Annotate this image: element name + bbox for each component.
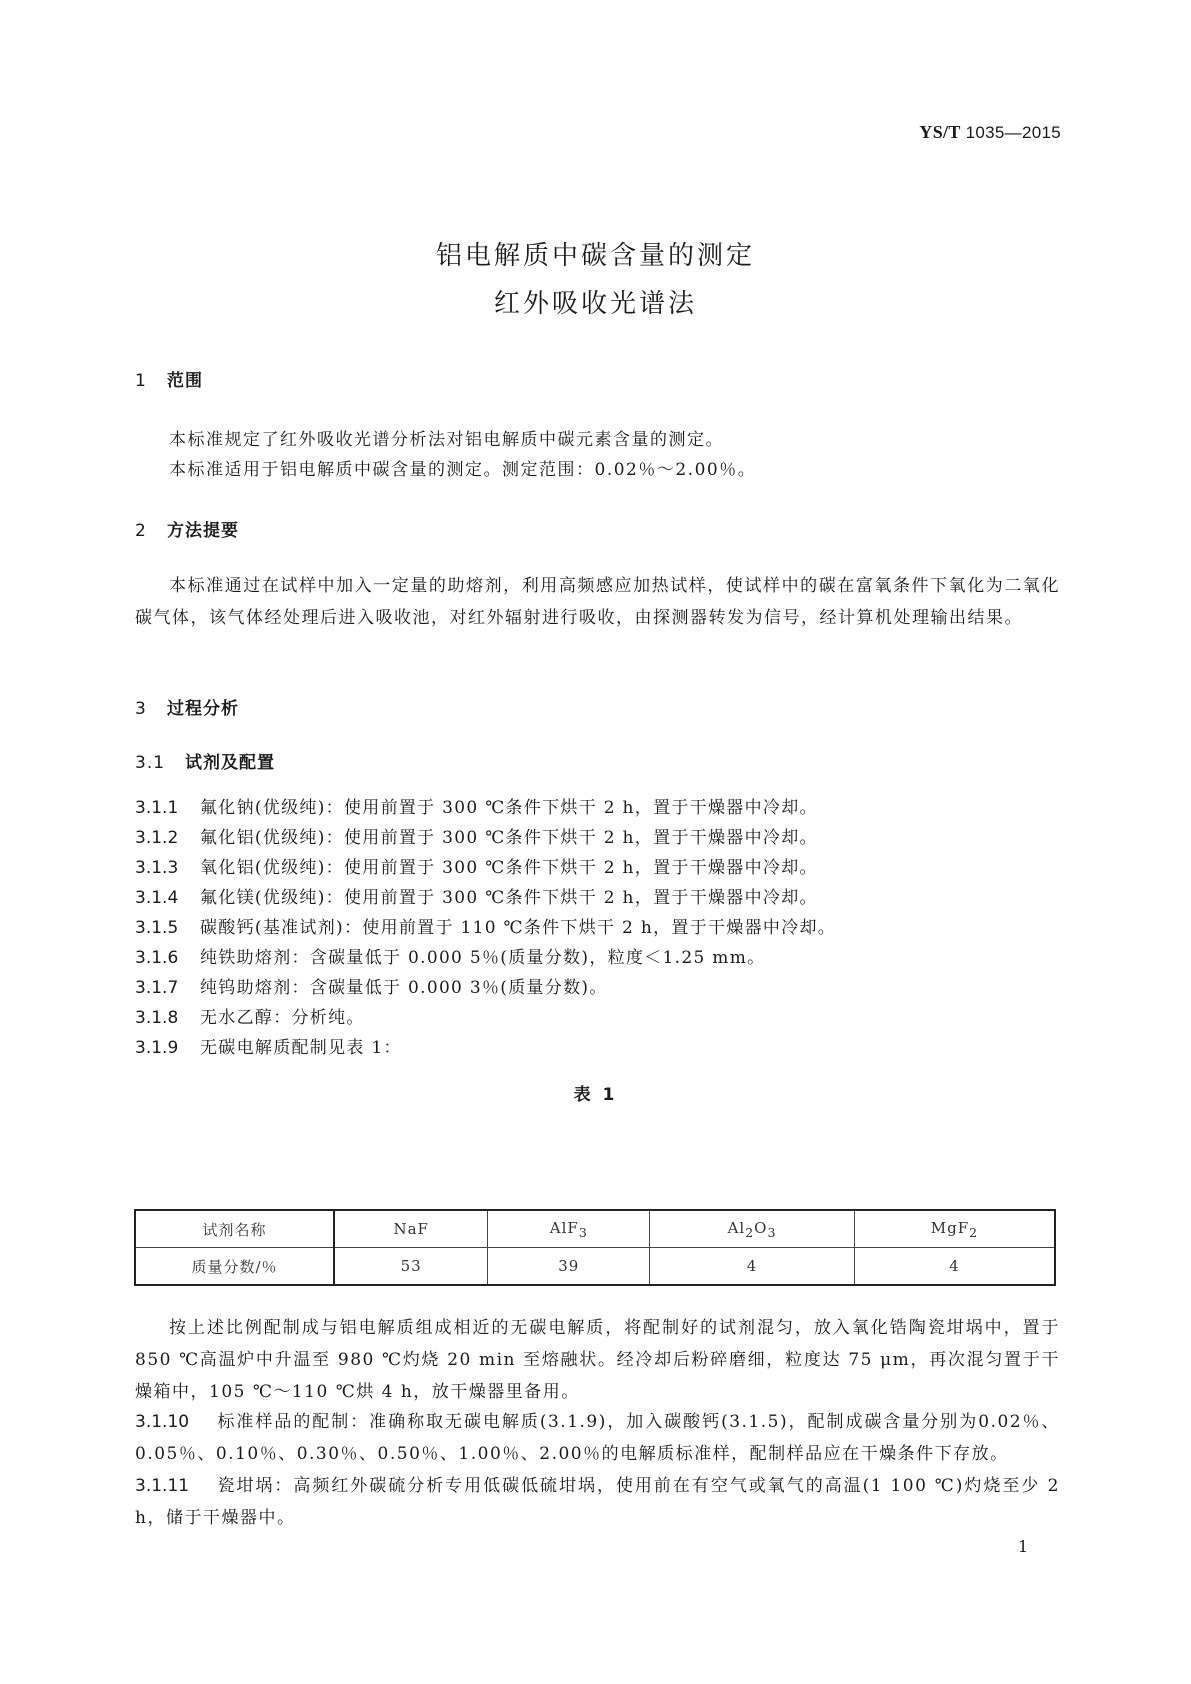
item-3-1-6	[135, 942, 1060, 974]
item-number: 3.1.8	[135, 1008, 179, 1028]
table-row-label: 质量分数/％	[135, 1248, 334, 1286]
item-3-1-2	[135, 822, 1060, 854]
section-1-heading	[135, 366, 203, 391]
section-number: 3.1	[135, 753, 166, 773]
item-number: 3.1.3	[135, 858, 179, 878]
item-number: 3.1.5	[135, 918, 179, 938]
table-row	[135, 1248, 1055, 1286]
standard-number: 1035—2015	[965, 123, 1061, 142]
item-number: 3.1.9	[135, 1038, 179, 1058]
item-text: 无碳电解质配制见表 1：	[200, 1038, 402, 1058]
formula-text: O	[754, 1218, 768, 1237]
item-number: 3.1.1	[135, 798, 179, 818]
item-number: 3.1.2	[135, 828, 179, 848]
table-cell: 39	[488, 1248, 650, 1286]
table-cell: 53	[334, 1248, 488, 1286]
item-3-1-3	[135, 852, 1060, 884]
standard-code	[919, 122, 1061, 143]
section-1-paragraph-1: 本标准规定了红外吸收光谱分析法对铝电解质中碳元素含量的测定。	[169, 430, 724, 450]
page-number: 1	[1018, 1537, 1029, 1556]
item-3-1-5	[135, 912, 1060, 944]
section-title: 范围	[167, 371, 203, 391]
section-number: 1	[135, 371, 147, 391]
item-text: 瓷坩埚：高频红外碳硫分析专用低碳低硫坩埚，使用前在有空气或氧气的高温(1 100 ℃)灼烧至少 2 h，储于干燥器中。	[135, 1476, 1060, 1528]
section-title: 试剂及配置	[185, 753, 275, 773]
item-3-1-9	[135, 1032, 1060, 1064]
item-number: 3.1.6	[135, 948, 179, 968]
item-text: 氟化镁(优级纯)：使用前置于 300 ℃条件下烘干 2 h，置于干燥器中冷却。	[200, 888, 818, 908]
item-text: 无水乙醇：分析纯。	[200, 1008, 365, 1028]
table-header-cell: NaF	[334, 1210, 488, 1248]
table-header-cell: 试剂名称	[135, 1210, 334, 1248]
section-2-paragraph: 本标准通过在试样中加入一定量的助熔剂，利用高频感应加热试样，使试样中的碳在富氧条件下氧化为二氧化碳气体，该气体经处理后进入吸收池，对红外辐射进行吸收，由探测器转发为信号，经计算机处理输出结果。	[135, 576, 1060, 628]
item-3-1-1	[135, 792, 1060, 824]
section-number: 3	[135, 699, 147, 719]
formula-text: MgF	[930, 1218, 970, 1237]
item-number: 3.1.10	[135, 1412, 190, 1432]
formula-subscript: 2	[745, 1224, 755, 1240]
section-2-heading	[135, 516, 239, 541]
table-cell: 4	[650, 1248, 855, 1286]
item-text: 氟化钠(优级纯)：使用前置于 300 ℃条件下烘干 2 h，置于干燥器中冷却。	[200, 798, 818, 818]
table-caption: 表 1	[573, 1085, 618, 1105]
table-header-row	[135, 1210, 1055, 1248]
standard-prefix: YS/T	[919, 122, 961, 142]
section-number: 2	[135, 521, 147, 541]
item-3-1-4	[135, 882, 1060, 914]
item-3-1-8	[135, 1002, 1060, 1034]
item-3-1-7	[135, 972, 1060, 1004]
table-header-cell	[650, 1210, 855, 1248]
table-header-cell	[488, 1210, 650, 1248]
document-title	[0, 232, 1191, 328]
item-number: 3.1.7	[135, 978, 179, 998]
item-number: 3.1.11	[135, 1476, 190, 1496]
formula-subscript: 2	[969, 1224, 979, 1240]
title-line-2: 红外吸收光谱法	[493, 289, 697, 319]
formula-text: Al	[727, 1218, 746, 1237]
after-table-paragraph: 按上述比例配制成与铝电解质组成相近的无碳电解质，将配制好的试剂混匀，放入氧化锆陶瓷坩埚中，置于 850 ℃高温炉中升温至 980 ℃灼烧 20 min 至熔融状。经冷却后粉碎磨细，粒度达 75 μm，再次混匀置于干燥箱中，105 ℃～110 ℃烘 4 h，放干燥器里备用。	[135, 1318, 1060, 1402]
formula-text: AlF	[549, 1218, 579, 1237]
section-title: 方法提要	[167, 521, 239, 541]
item-text: 标准样品的配制：准确称取无碳电解质(3.1.9)，加入碳酸钙(3.1.5)，配制成碳含量分别为0.02％、0.05％、0.10％、0.30％、0.50％、1.00％、2.00％的电解质标准样，配制样品应在干燥条件下存放。	[135, 1412, 1060, 1464]
item-text: 氧化铝(优级纯)：使用前置于 300 ℃条件下烘干 2 h，置于干燥器中冷却。	[200, 858, 818, 878]
item-number: 3.1.4	[135, 888, 179, 908]
item-text: 纯钨助熔剂：含碳量低于 0.000 3％(质量分数)。	[200, 978, 608, 998]
title-line-1: 铝电解质中碳含量的测定	[435, 241, 755, 271]
item-text: 氟化铝(优级纯)：使用前置于 300 ℃条件下烘干 2 h，置于干燥器中冷却。	[200, 828, 818, 848]
table-header-cell	[854, 1210, 1055, 1248]
section-3-heading	[135, 694, 239, 719]
item-3-1-11	[135, 1470, 1060, 1534]
reagent-table	[134, 1209, 1056, 1286]
section-3-1-heading	[135, 748, 275, 773]
section-1-paragraph-2: 本标准适用于铝电解质中碳含量的测定。测定范围：0.02％～2.00％。	[169, 460, 757, 480]
item-text: 碳酸钙(基准试剂)：使用前置于 110 ℃条件下烘干 2 h，置于干燥器中冷却。	[200, 918, 837, 938]
item-3-1-10	[135, 1406, 1060, 1470]
formula-subscript: 3	[767, 1224, 777, 1240]
formula-subscript: 3	[578, 1224, 588, 1240]
section-title: 过程分析	[167, 699, 239, 719]
table-cell: 4	[854, 1248, 1055, 1286]
item-text: 纯铁助熔剂：含碳量低于 0.000 5％(质量分数)，粒度＜1.25 mm。	[200, 948, 766, 968]
